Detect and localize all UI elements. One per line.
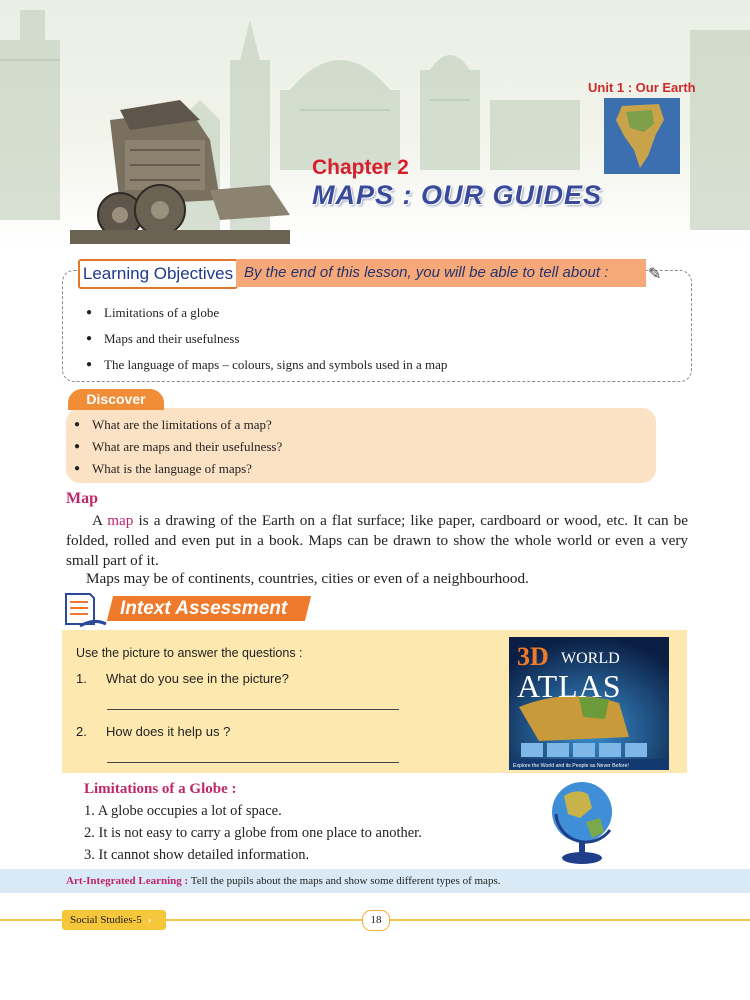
atlas-title-3d: 3D — [517, 642, 549, 671]
list-item: 1. A globe occupies a lot of space. — [84, 803, 282, 819]
keyword-map: map — [107, 512, 134, 529]
atlas-title-atlas: ATLAS — [517, 668, 622, 704]
globe-illustration — [546, 774, 622, 866]
stone-chariot-illustration — [60, 80, 310, 250]
unit-label: Unit 1 : Our Earth — [588, 80, 696, 95]
map-paragraph-2: Maps may be of continents, countries, cities or even of a neighbourhood. — [86, 570, 529, 587]
discover-list — [74, 414, 282, 480]
page-number: 18 — [362, 910, 390, 931]
question-1 — [76, 671, 289, 686]
question-text: What do you see in the picture? — [106, 671, 289, 686]
list-item: ● What are maps and their usefulness? — [74, 436, 282, 458]
atlas-tagline: Explore the World and its People as Never Before! — [513, 763, 629, 769]
text: Tell the pupils about the maps and show some different types of maps. — [188, 875, 501, 887]
discover-tab: Discover — [68, 389, 164, 410]
list-item: ● What is the language of maps? — [74, 458, 282, 480]
chapter-number: Chapter 2 — [312, 156, 409, 179]
question-text: How does it help us ? — [106, 724, 231, 739]
list-item: ● Maps and their usefulness — [84, 326, 684, 352]
list-item: ● Limitations of a globe — [84, 300, 684, 326]
globe-limitations-list — [84, 800, 422, 866]
question-2 — [76, 724, 230, 739]
map-paragraph-1 — [66, 511, 688, 571]
list-item: ● What are the limitations of a map? — [74, 414, 282, 436]
text: is a drawing of the Earth on a flat surface; like paper, cardboard or wood, etc. It can be folded, rolled and even put in a book. Maps can be drawn to show the whole world or even a very small part of it. — [66, 512, 688, 569]
question-number: 2. — [76, 724, 87, 739]
question-number: 1. — [76, 671, 87, 686]
list-item: 3. It cannot show detailed information. — [84, 847, 310, 863]
chevron-right-icon: › — [147, 914, 152, 926]
answer-line — [107, 762, 399, 763]
globe-limitations-heading: Limitations of a Globe : — [84, 781, 237, 797]
india-map-thumbnail — [604, 98, 680, 174]
assessment-intro: Use the picture to answer the questions : — [76, 646, 303, 660]
learning-objectives-banner: By the end of this lesson, you will be able to tell about : — [236, 259, 646, 287]
list-item: ● The language of maps – colours, signs and symbols used in a map — [84, 352, 684, 378]
assessment-icon — [60, 590, 108, 628]
world-atlas-cover-image — [509, 637, 669, 770]
list-item: 2. It is not easy to carry a globe from one place to another. — [84, 825, 422, 841]
chapter-title: MAPS : OUR GUIDES — [312, 180, 603, 210]
pen-icon: ✎ — [648, 266, 662, 283]
learning-objectives-list — [84, 300, 684, 378]
footer-book-label — [62, 910, 166, 930]
art-integrated-text — [66, 869, 500, 893]
intext-title: Intext Assessment — [120, 598, 288, 619]
answer-line — [107, 709, 399, 710]
map-heading: Map — [66, 490, 98, 507]
book-title: Social Studies-5 — [70, 914, 142, 926]
text: A — [92, 512, 108, 529]
learning-objectives-tab: Learning Objectives — [78, 259, 238, 289]
atlas-title-world: WORLD — [561, 650, 620, 667]
art-integrated-label: Art-Integrated Learning : — [66, 875, 189, 887]
